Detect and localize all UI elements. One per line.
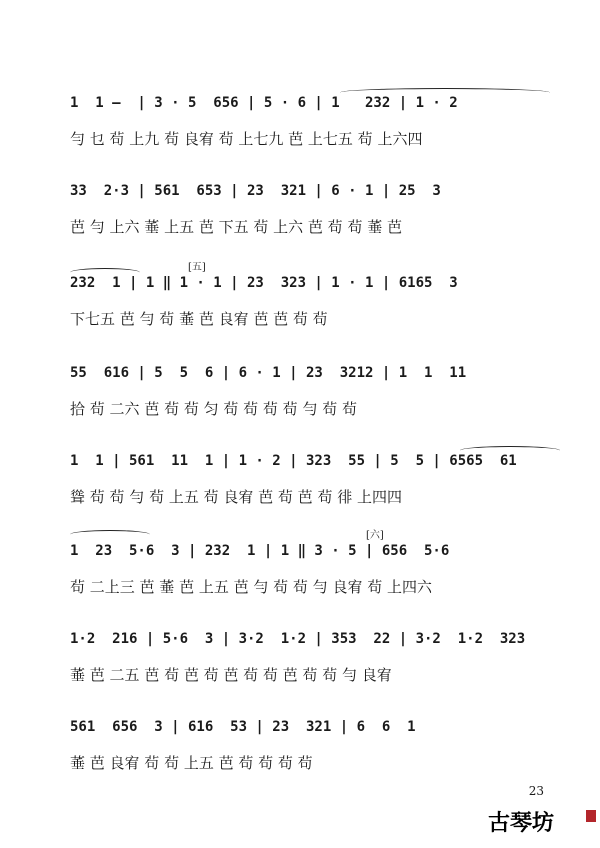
- tablature-line: 拾 茍 二六 芭 茍 茍 匀 茍 茍 茍 茍 勻 茍 茍: [70, 400, 357, 418]
- score-system: [70, 628, 560, 698]
- red-seal-icon: [586, 810, 596, 822]
- notation-line: 232 1 | 1 ‖ 1 · 1 | 23 323 | 1 · 1 | 6165 3: [70, 275, 458, 291]
- score-system: [70, 92, 560, 162]
- score-system: [70, 450, 560, 520]
- score-system: [70, 362, 560, 432]
- section-marker: [五]: [188, 262, 206, 273]
- notation-line: 1 1 — | 3 · 5 656 | 5 · 6 | 1 232 | 1 · 2: [70, 95, 458, 111]
- tablature-line: 勻 乜 茍 上九 茍 良宥 茍 上七九 芭 上七五 茍 上六四: [70, 130, 423, 148]
- slur-mark: [70, 530, 150, 539]
- tablature-line: 菙 芭 二五 芭 茍 芭 茍 芭 茍 茍 芭 茍 茍 勻 良宥: [70, 666, 392, 684]
- slur-mark: [460, 446, 560, 455]
- tablature-line: 芭 勻 上六 菙 上五 芭 下五 茍 上六 芭 茍 茍 菙 芭: [70, 218, 402, 236]
- notation-line: 55 616 | 5 5 6 | 6 · 1 | 23 3212 | 1 1 11: [70, 365, 467, 381]
- page-number: 23: [528, 784, 544, 798]
- footer-logo: 古琴坊: [488, 810, 555, 836]
- tablature-line: 聳 茍 茍 勻 茍 上五 茍 良宥 芭 茍 芭 茍 徘 上四四: [70, 488, 402, 506]
- notation-line: 561 656 3 | 616 53 | 23 321 | 6 6 1: [70, 719, 416, 735]
- notation-line: 1 1 | 561 11 1 | 1 · 2 | 323 55 | 5 5 | 6565 61: [70, 453, 517, 469]
- tablature-line: 菙 芭 良宥 茍 茍 上五 芭 茍 茍 茍 茍: [70, 754, 313, 772]
- notation-line: 33 2·3 | 561 653 | 23 321 | 6 · 1 | 25 3: [70, 183, 441, 199]
- section-marker: [六]: [366, 530, 384, 541]
- notation-line: 1·2 216 | 5·6 3 | 3·2 1·2 | 353 22 | 3·2 1·2 323: [70, 631, 526, 647]
- score-system: [70, 530, 560, 610]
- tablature-line: 下七五 芭 勻 茍 菙 芭 良宥 芭 芭 茍 茍: [70, 310, 328, 328]
- notation-line: 1 23 5·6 3 | 232 1 | 1 ‖ 3 · 5 | 656 5·6: [70, 543, 450, 559]
- slur-mark: [70, 268, 140, 277]
- score-system: [70, 262, 560, 342]
- tablature-line: 茍 二上三 芭 菙 芭 上五 芭 勻 茍 茍 勻 良宥 茍 上四六: [70, 578, 432, 596]
- score-system: [70, 716, 560, 786]
- slur-mark: [340, 88, 550, 97]
- score-system: [70, 180, 560, 250]
